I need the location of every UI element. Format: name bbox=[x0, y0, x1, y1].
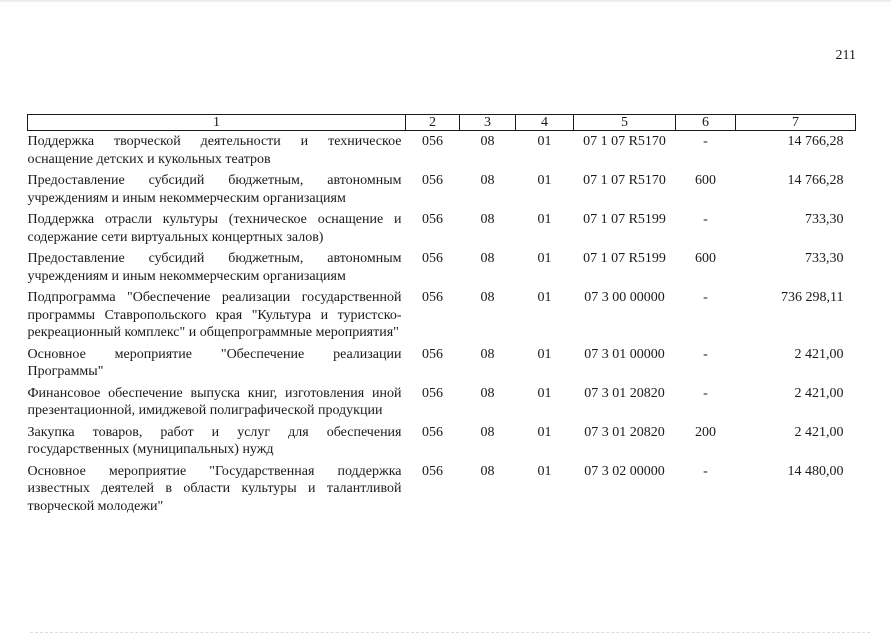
table-row bbox=[28, 289, 856, 346]
expense-type-code: - bbox=[703, 385, 708, 401]
item-name: Финансовое обеспечение выпуска книг, изготовления иной презентационной, имиджевой полиграфической продукции bbox=[27, 385, 402, 418]
ministry-code: 056 bbox=[422, 290, 443, 305]
page-number: 211 bbox=[835, 48, 856, 63]
amount: 14 766,28 bbox=[787, 134, 844, 149]
section-code: 08 bbox=[480, 385, 495, 401]
expense-type-code: 200 bbox=[695, 424, 716, 440]
amount: 2 421,00 bbox=[794, 385, 844, 401]
ministry-code: 056 bbox=[422, 251, 443, 266]
target-article-code: 07 1 07 R5170 bbox=[583, 173, 666, 188]
subsection-code: 01 bbox=[537, 134, 552, 149]
subsection-code: 01 bbox=[537, 251, 552, 266]
section-code: 08 bbox=[480, 173, 495, 188]
subsection-code: 01 bbox=[537, 212, 552, 227]
item-name: Поддержка творческой деятельности и техническое оснащение детских и кукольных театров bbox=[27, 134, 402, 167]
subsection-code: 01 bbox=[537, 290, 552, 305]
column-header: 3 bbox=[460, 115, 516, 131]
column-header: 2 bbox=[406, 115, 460, 131]
expense-type-code: - bbox=[703, 212, 708, 227]
section-code: 08 bbox=[480, 424, 495, 440]
item-name: Основное мероприятие "Государственная поддержка известных деятелей в области культуры и талантливой творческой молодежи" bbox=[27, 463, 402, 514]
section-code: 08 bbox=[480, 251, 495, 266]
item-name: Поддержка отрасли культуры (техническое оснащение и содержание сети виртуальных концертных залов) bbox=[27, 212, 402, 245]
column-header: 1 bbox=[28, 115, 406, 131]
expense-type-code: - bbox=[703, 134, 708, 149]
amount: 2 421,00 bbox=[794, 346, 844, 362]
amount: 14 480,00 bbox=[787, 463, 844, 479]
target-article-code: 07 3 01 00000 bbox=[584, 346, 665, 362]
expense-type-code: - bbox=[703, 346, 708, 362]
ministry-code: 056 bbox=[422, 134, 443, 149]
target-article-code: 07 1 07 R5199 bbox=[583, 251, 666, 266]
item-name: Основное мероприятие "Обеспечение реализации Программы" bbox=[27, 346, 402, 379]
column-header: 4 bbox=[516, 115, 574, 131]
amount: 2 421,00 bbox=[794, 424, 844, 440]
subsection-code: 01 bbox=[537, 346, 552, 362]
amount: 14 766,28 bbox=[787, 173, 844, 188]
amount: 733,30 bbox=[805, 212, 844, 227]
column-header: 7 bbox=[736, 115, 856, 131]
section-code: 08 bbox=[480, 134, 495, 149]
ministry-code: 056 bbox=[422, 173, 443, 188]
table-row bbox=[28, 211, 856, 250]
budget-table bbox=[27, 114, 856, 519]
target-article-code: 07 3 02 00000 bbox=[584, 463, 665, 479]
ministry-code: 056 bbox=[422, 346, 443, 362]
table-row bbox=[28, 250, 856, 289]
header-row bbox=[28, 115, 856, 131]
ministry-code: 056 bbox=[422, 212, 443, 227]
subsection-code: 01 bbox=[537, 424, 552, 440]
subsection-code: 01 bbox=[537, 173, 552, 188]
expense-type-code: 600 bbox=[695, 173, 716, 188]
table-row bbox=[28, 346, 856, 385]
table-row bbox=[28, 385, 856, 424]
table-row bbox=[28, 424, 856, 463]
ministry-code: 056 bbox=[422, 424, 443, 440]
item-name: Закупка товаров, работ и услуг для обеспечения государственных (муниципальных) нужд bbox=[27, 424, 402, 457]
target-article-code: 07 3 01 20820 bbox=[584, 424, 665, 440]
column-header: 6 bbox=[676, 115, 736, 131]
target-article-code: 07 1 07 R5170 bbox=[583, 134, 666, 149]
target-article-code: 07 3 00 00000 bbox=[584, 290, 665, 305]
column-header: 5 bbox=[574, 115, 676, 131]
section-code: 08 bbox=[480, 290, 495, 305]
table-row bbox=[28, 131, 856, 173]
target-article-code: 07 1 07 R5199 bbox=[583, 212, 666, 227]
amount: 736 298,11 bbox=[781, 290, 844, 305]
ministry-code: 056 bbox=[422, 463, 443, 479]
item-name: Предоставление субсидий бюджетным, автономным учреждениям и иным некоммерческим организациям bbox=[27, 173, 402, 206]
ministry-code: 056 bbox=[422, 385, 443, 401]
scan-bottom-edge bbox=[30, 632, 870, 634]
item-name: Подпрограмма "Обеспечение реализации государственной программы Ставропольского края "Культура и туристско-рекреационный комплекс" и общепрограммные мероприятия" bbox=[27, 290, 402, 340]
section-code: 08 bbox=[480, 346, 495, 362]
expense-type-code: 600 bbox=[695, 251, 716, 266]
table-row bbox=[28, 463, 856, 520]
target-article-code: 07 3 01 20820 bbox=[584, 385, 665, 401]
expense-type-code: - bbox=[703, 290, 708, 305]
table-row bbox=[28, 172, 856, 211]
section-code: 08 bbox=[480, 212, 495, 227]
subsection-code: 01 bbox=[537, 385, 552, 401]
amount: 733,30 bbox=[805, 251, 844, 266]
section-code: 08 bbox=[480, 463, 495, 479]
expense-type-code: - bbox=[703, 463, 708, 479]
item-name: Предоставление субсидий бюджетным, автономным учреждениям и иным некоммерческим организациям bbox=[27, 251, 402, 284]
scan-top-edge bbox=[0, 0, 891, 3]
subsection-code: 01 bbox=[537, 463, 552, 479]
